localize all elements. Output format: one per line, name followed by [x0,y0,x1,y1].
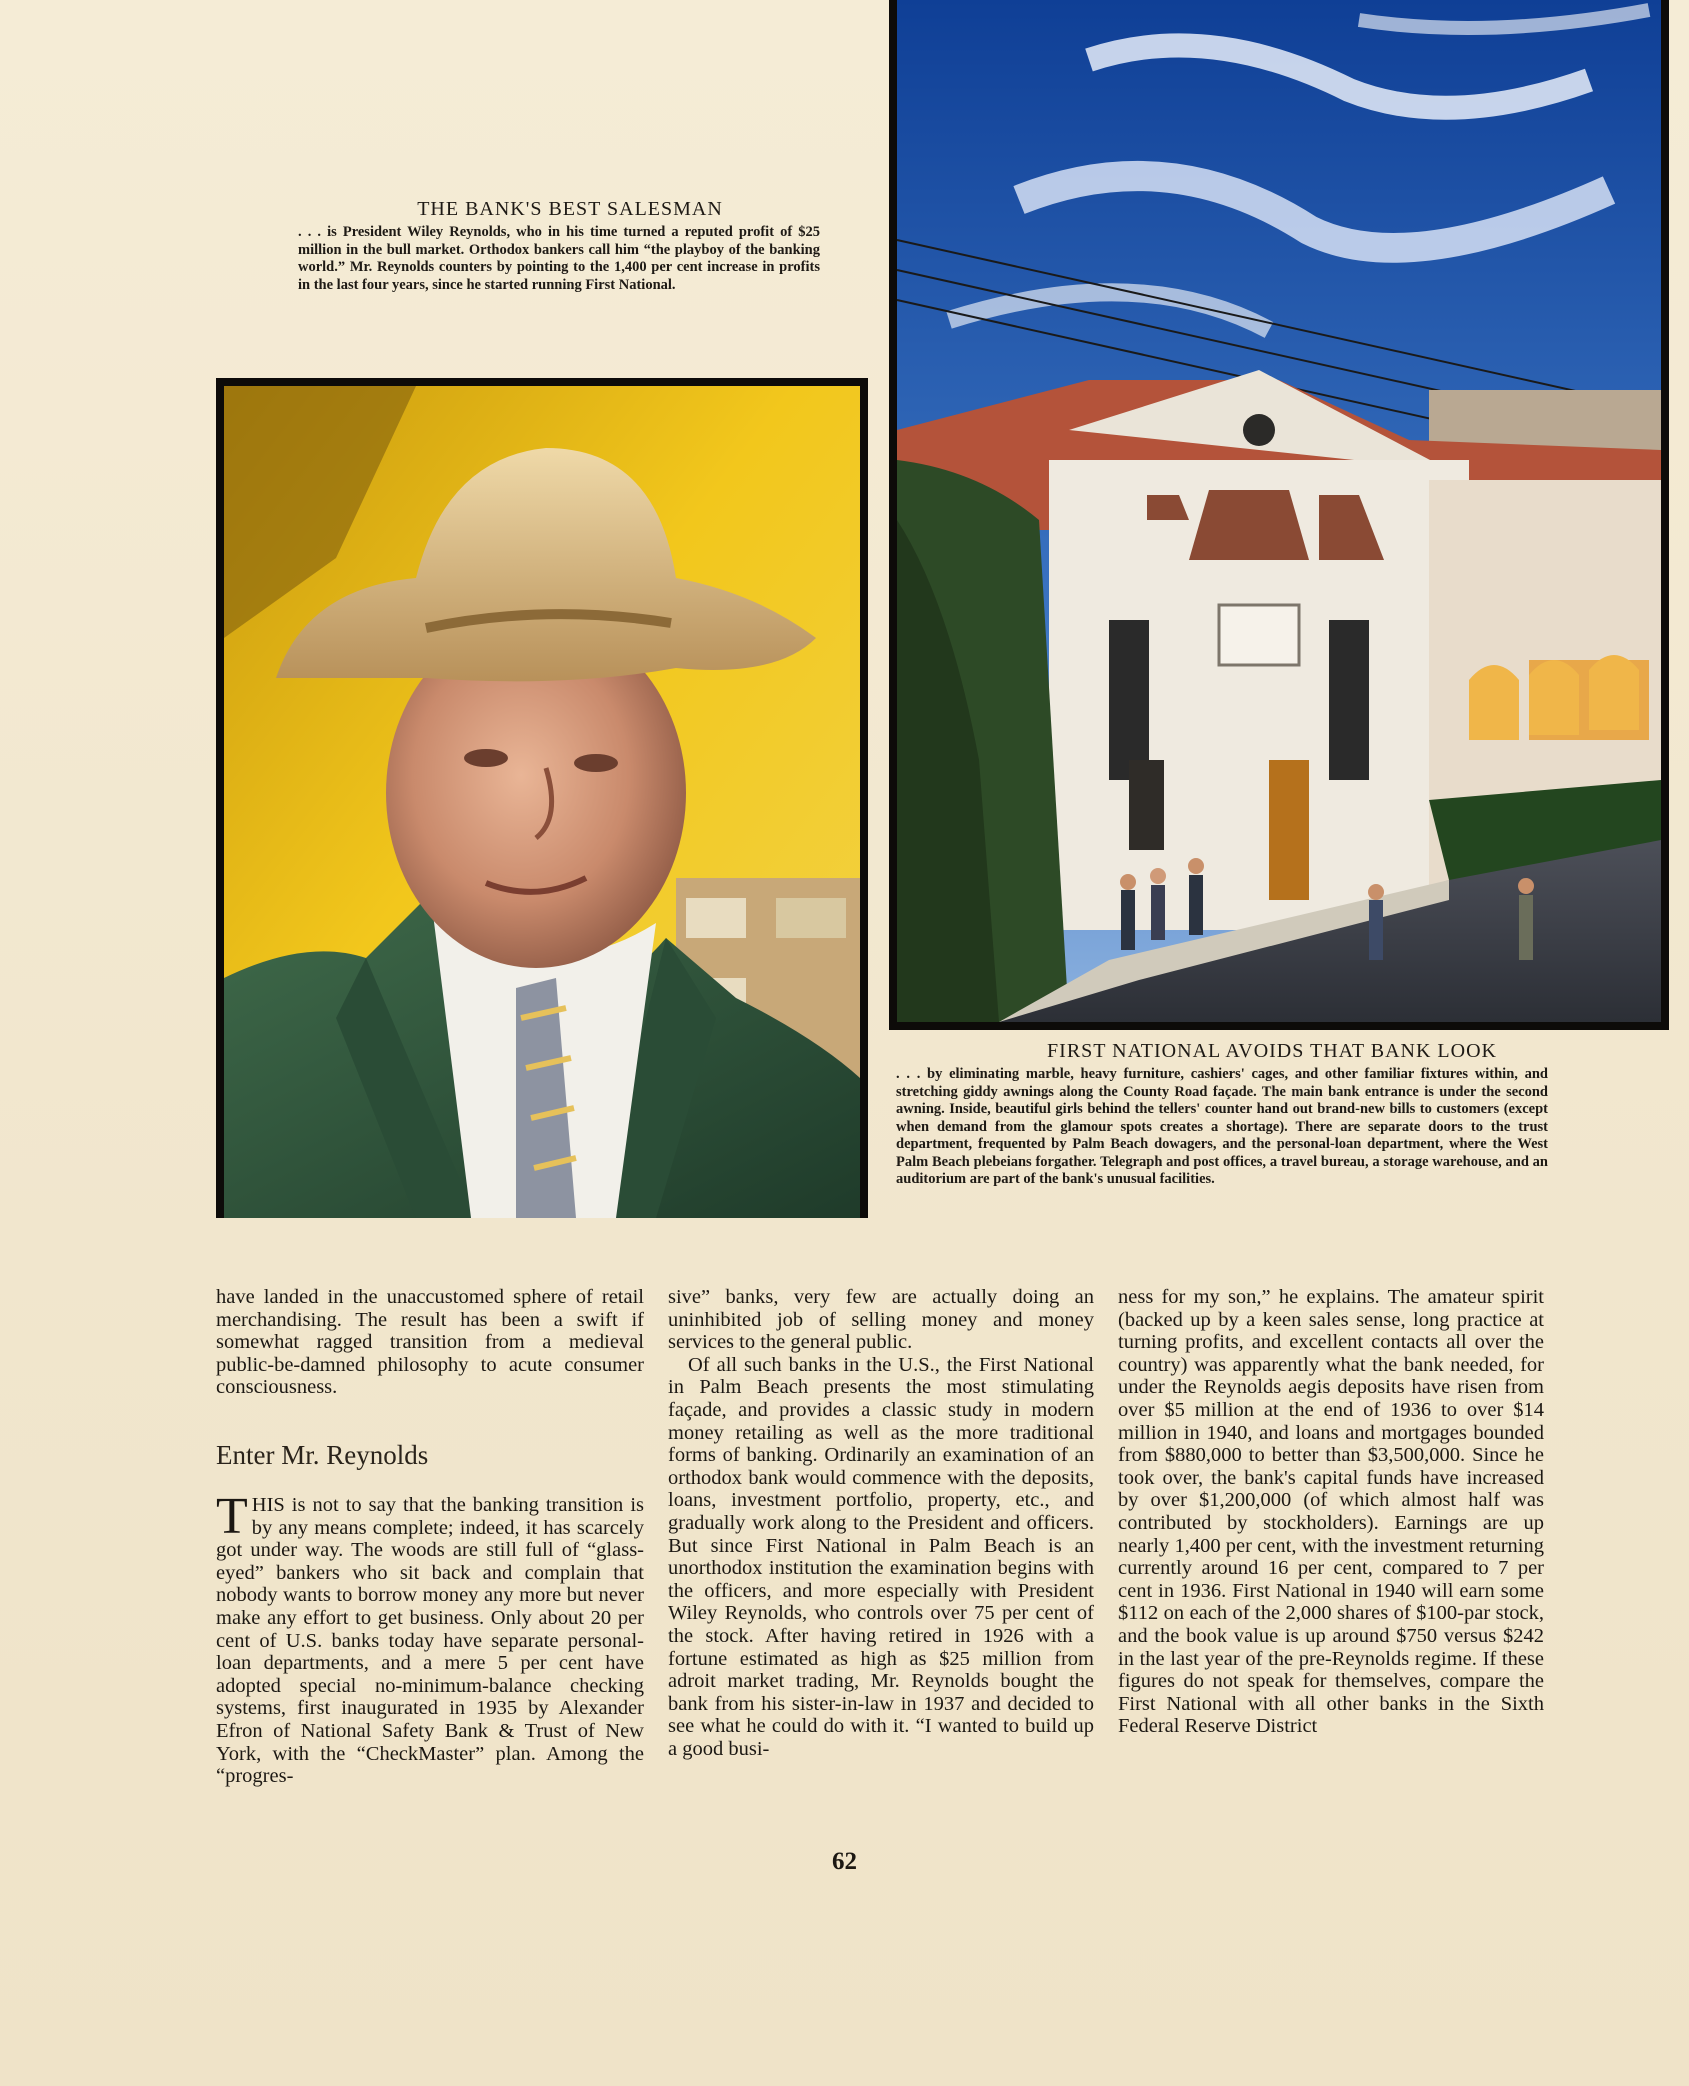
col2-paragraph-2: Of all such banks in the U.S., the First National in Palm Beach presents the most stimulating façade, and provides a classic study in modern money retailing as well as the more traditional forms of banking. Ordinarily an examination of an orthodox bank would commence with the deposits, loans, investment portfolio, property, etc., and gradually work along to the President and officers. But since First National in Palm Beach is an unorthodox institution the examination begins with the officers, and more especially with President Wiley Reynolds, who controls over 75 per cent of the stock. After having retired in 1926 with a fortune estimated as high as $25 million from adroit market trading, Mr. Reynolds bought the bank from his sister-in-law in 1937 and decided to see what he could do with it. “I wanted to build up a good busi- [668,1353,1094,1760]
body-column-3 [1118,1286,1544,1738]
drop-cap: T [216,1488,248,1545]
left-caption-title: THE BANK'S BEST SALESMAN [417,198,723,220]
building-illustration [889,0,1669,1030]
right-caption-body: . . . by eliminating marble, heavy furniture, cashiers' cages, and other familiar fixtures within, and stretching giddy awnings along the County Road façade. The main bank entrance is under the second awning. Inside, beautiful girls behind the tellers' counter hand out brand-new bills to customers (except when demand from the glamour spots creates a shortage). There are separate doors to the trust department, frequented by Palm Beach dowagers, and the personal-loan department, where the West Palm Beach plebeians forgather. Telegraph and post offices, a travel bureau, a storage warehouse, and an auditorium are part of the bank's unusual facilities. [896,1066,1548,1187]
page-number: 62 [832,1848,857,1875]
section-subhead: Enter Mr. Reynolds [216,1440,429,1470]
bank-building-photo [889,0,1669,1030]
body-column-1-continued [216,1488,644,1788]
col3-paragraph-1: ness for my son,” he explains. The amateur spirit (backed up by a keen sales sense, long practice at turning profits, and excellent contacts all over the country) was apparently what the bank needed, for under the Reynolds aegis deposits have risen from over $5 million at the end of 1936 to over $14 million in 1940, and loans and mortgages bounded from $880,000 to better than $3,500,000. Since he took over, the bank's capital funds have increased by over $1,200,000 (of which almost half was contributed by stockholders). Earnings are up nearly 1,400 per cent, with the investment returning currently around 16 per cent, compared to 7 per cent in 1936. First National in 1940 will earn some $112 on each of the 2,000 shares of $100-par stock, and the book value is up around $750 versus $242 in the last year of the pre-Reynolds regime. If these figures do not speak for themselves, compare the First National with all other banks in the Sixth Federal Reserve District [1118,1286,1544,1738]
left-caption-body: . . . is President Wiley Reynolds, who in his time turned a reputed profit of $25 million in the bull market. Orthodox bankers call him “the playboy of the banking world.” Mr. Reynolds counters by pointing to the 1,400 per cent increase in profits in the last four years, since he started running First National. [298,224,820,293]
col1-paragraph-2: THIS is not to say that the banking transition is by any means complete; indeed, it has scarcely got under way. The woods are still full of “glass-eyed” bankers who sit back and complain that nobody wants to borrow money any more but never make any effort to get business. Only about 20 per cent of U.S. banks today have separate personal-loan departments, and a mere 5 per cent have adopted special no-minimum-balance checking systems, first inaugurated in 1935 by Alexander Efron of National Safety Bank & Trust of New York, with the “CheckMaster” plan. Among the “progres- [216,1488,644,1788]
col2-paragraph-1: sive” banks, very few are actually doing an uninhibited job of selling money and money services to the general public. [668,1286,1094,1354]
portrait-illustration [216,378,868,1218]
body-column-1 [216,1286,644,1399]
portrait-photo [216,378,868,1218]
right-caption-title: FIRST NATIONAL AVOIDS THAT BANK LOOK [1047,1040,1497,1062]
body-column-2 [668,1286,1094,1760]
col1-paragraph: have landed in the unaccustomed sphere of retail merchandising. The result has been a swift if somewhat ragged transition from a medieval public-be-damned philosophy to acute consumer consciousness. [216,1286,644,1399]
